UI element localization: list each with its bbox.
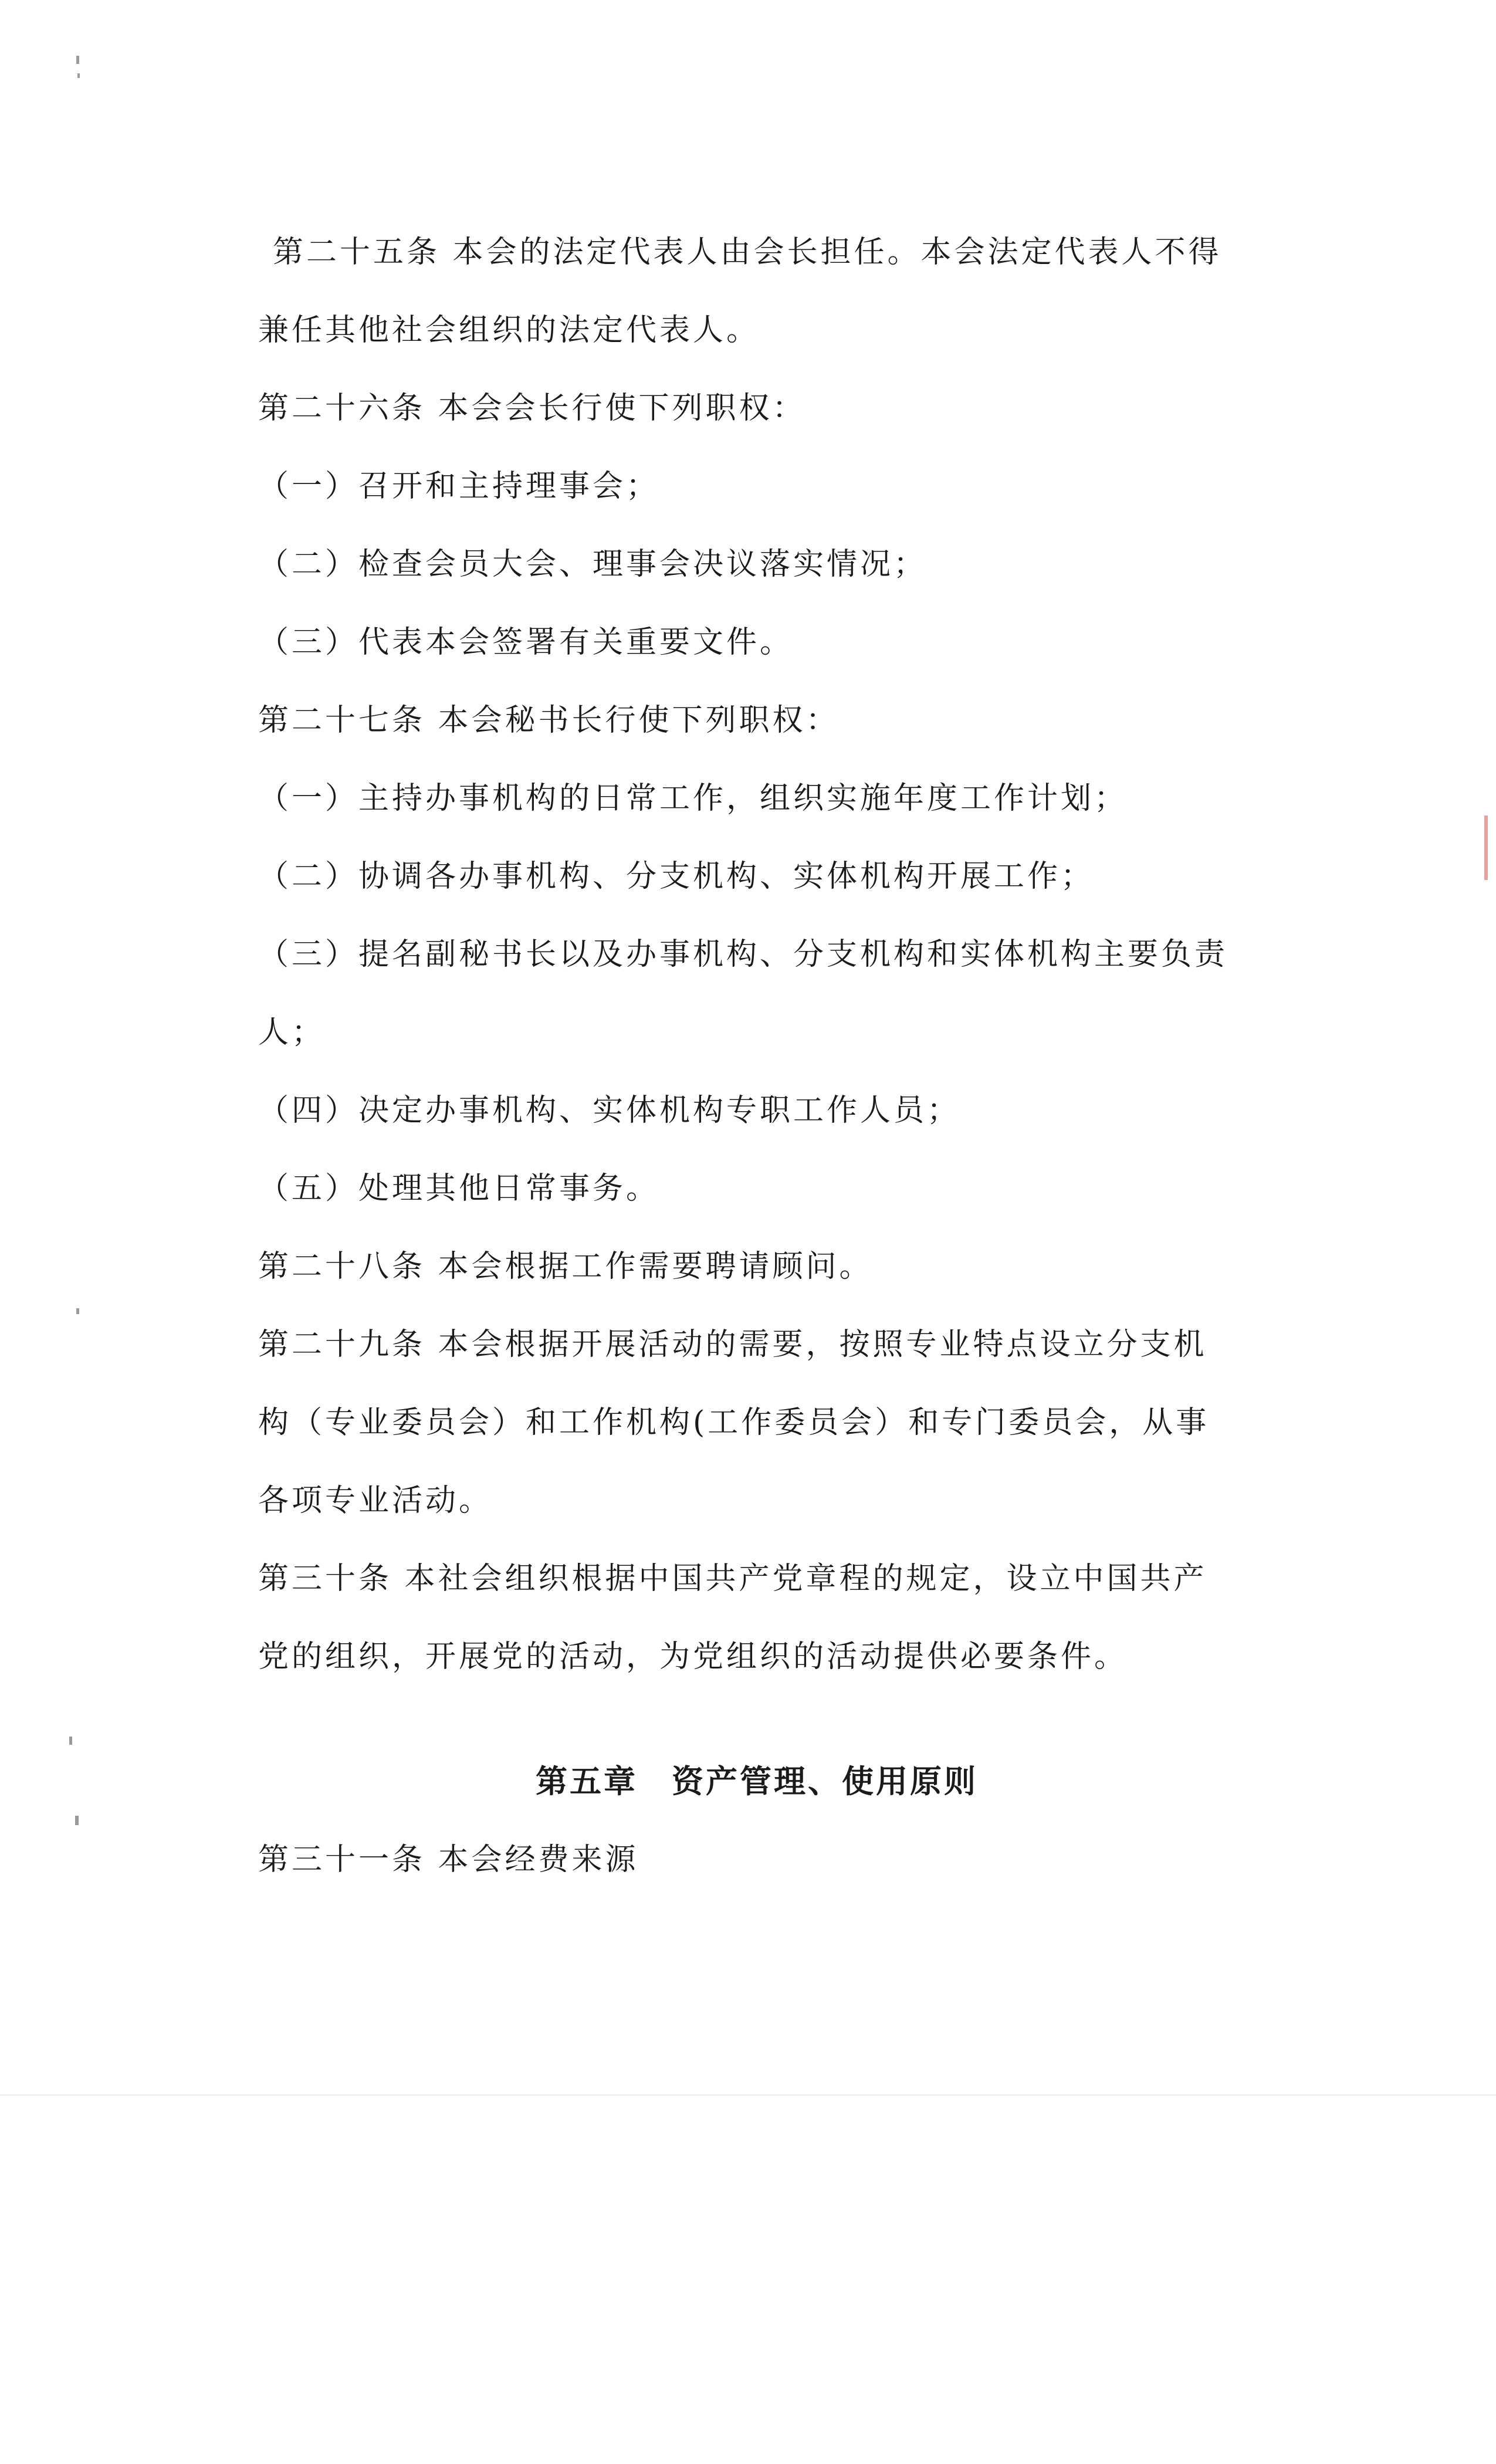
scan-speck-left-3 — [75, 1816, 79, 1825]
paragraph-article-30-cont: 党的组织，开展党的活动，为党组织的活动提供必要条件。 — [258, 1639, 1128, 1674]
paragraph-article-30: 第三十条 本社会组织根据中国共产党章程的规定，设立中国共产 — [258, 1561, 1207, 1596]
scan-speck-top-1 — [76, 56, 79, 64]
list-item-26-1: （一）召开和主持理事会； — [258, 469, 660, 504]
paragraph-article-27: 第二十七条 本会秘书长行使下列职权： — [258, 703, 840, 738]
scan-speck-right-red — [1484, 815, 1488, 880]
scan-speck-left-1 — [76, 1308, 79, 1314]
list-item-26-2: （二）检查会员大会、理事会决议落实情况； — [258, 547, 928, 582]
paragraph-article-26: 第二十六条 本会会长行使下列职权： — [258, 391, 806, 426]
paragraph-article-28: 第二十八条 本会根据工作需要聘请顾问。 — [258, 1249, 873, 1284]
list-item-27-5: （五）处理其他日常事务。 — [258, 1171, 660, 1206]
section-gap — [258, 1714, 1255, 1761]
list-item-27-2: （二）协调各办事机构、分支机构、实体机构开展工作； — [258, 859, 1095, 894]
list-item-27-3: （三）提名副秘书长以及办事机构、分支机构和实体机构主要负责 — [258, 937, 1228, 972]
scan-speck-left-2 — [69, 1737, 72, 1745]
paragraph-article-25-cont: 兼任其他社会组织的法定代表人。 — [258, 313, 760, 348]
paragraph-article-31: 第三十一条 本会经费来源 — [258, 1842, 639, 1877]
document-body — [258, 232, 1255, 1917]
paragraph-article-29-cont-1: 构（专业委员会）和工作机构(工作委员会）和专门委员会，从事 — [258, 1405, 1210, 1440]
list-item-26-3: （三）代表本会签署有关重要文件。 — [258, 625, 794, 660]
list-item-27-4: （四）决定办事机构、实体机构专职工作人员； — [258, 1093, 961, 1128]
scan-speck-top-2 — [77, 73, 80, 78]
list-item-27-1: （一）主持办事机构的日常工作，组织实施年度工作计划； — [258, 781, 1128, 816]
list-item-27-3-cont: 人； — [258, 1015, 326, 1050]
paragraph-article-29-cont-2: 各项专业活动。 — [258, 1483, 493, 1518]
paragraph-article-25: 第二十五条 本会的法定代表人由会长担任。本会法定代表人不得 — [273, 235, 1222, 270]
paragraph-article-29: 第二十九条 本会根据开展活动的需要，按照专业特点设立分支机 — [258, 1327, 1207, 1362]
chapter-heading: 第五章 资产管理、使用原则 — [536, 1763, 978, 1800]
